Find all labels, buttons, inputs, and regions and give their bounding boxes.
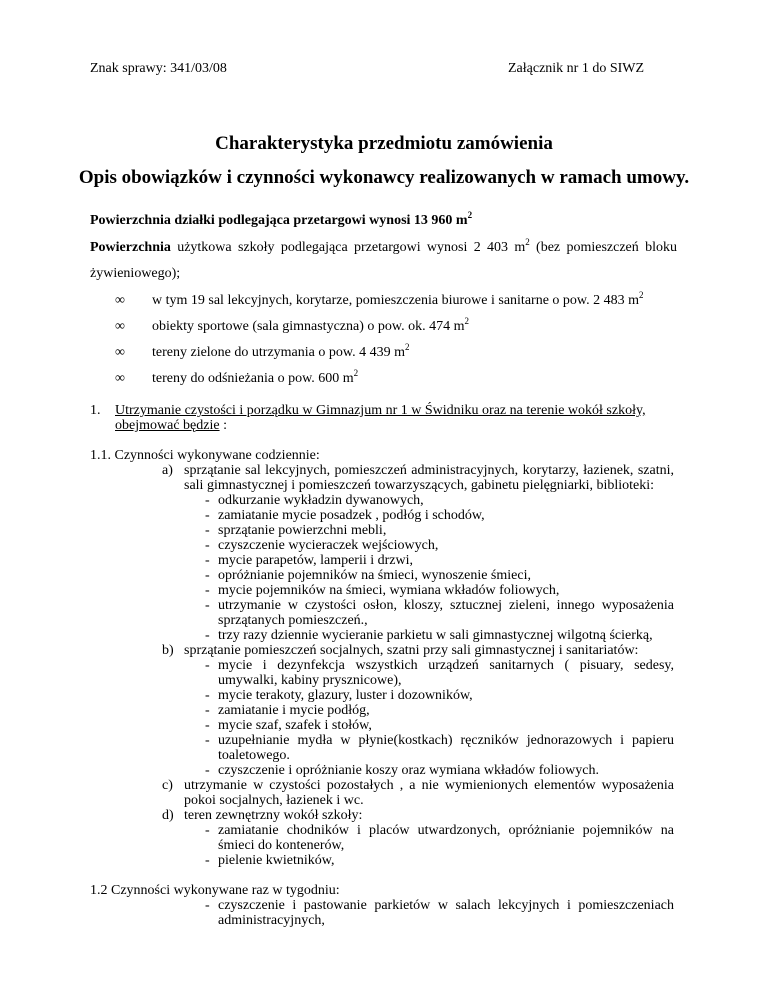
item-c-line2: pokoi socjalnych, łazienek i wc.: [184, 793, 364, 808]
section-number: 1.: [90, 403, 101, 418]
case-number: Znak sprawy: 341/03/08: [90, 61, 227, 76]
dash-marker: -: [205, 718, 210, 733]
infinity-bullet-icon: ∞: [115, 345, 125, 360]
bullet-item: tereny zielone do utrzymania o pow. 4 439 $m^2$: [152, 342, 410, 360]
usable-area-text-1: użytkowa szkoły podlegająca przetargowi wynosi 2 403 m: [170, 240, 526, 255]
dash-marker: -: [205, 688, 210, 703]
list-label-c: c): [162, 778, 173, 793]
list-item: czyszczenie i opróżnianie koszy oraz wymiana wkładów foliowych.: [218, 763, 599, 778]
usable-area-sup: 2: [525, 237, 530, 247]
section-heading-line2: obejmować będzie :: [115, 418, 227, 433]
list-item: zamiatanie i mycie podłóg,: [218, 703, 370, 718]
dash-marker: -: [205, 823, 210, 838]
plot-area-text: Powierzchnia działki podlegająca przetargowi wynosi 13 960 m: [90, 213, 468, 228]
dash-marker: -: [205, 508, 210, 523]
list-item: czyszczenie wycieraczek wejściowych,: [218, 538, 439, 553]
list-item: zamiatanie chodników i placów utwardzonych, opróżnianie pojemników na: [218, 823, 674, 838]
list-item: sprzątanie powierzchni mebli,: [218, 523, 387, 538]
bullet-item: obiekty sportowe (sala gimnastyczna) o pow. ok. 474 $m^2$: [152, 316, 469, 334]
list-item: czyszczenie i pastowanie parkietów w salach lekcyjnych i pomieszczeniach: [218, 898, 674, 913]
list-item: odkurzanie wykładzin dywanowych,: [218, 493, 424, 508]
list-item: mycie parapetów, lamperii i drzwi,: [218, 553, 414, 568]
subsection-heading-1-1: 1.1. Czynności wykonywane codziennie:: [90, 448, 320, 463]
usable-area-line2: żywieniowego);: [90, 266, 181, 281]
list-item-continued: administracyjnych,: [218, 913, 325, 928]
dash-marker: -: [205, 703, 210, 718]
list-item: mycie pojemników na śmieci, wymiana wkładów foliowych,: [218, 583, 560, 598]
page-subtitle: Opis obowiązków i czynności wykonawcy realizowanych w ramach umowy.: [78, 167, 690, 188]
item-d-line1: teren zewnętrzny wokół szkoły:: [184, 808, 363, 823]
list-item: pielenie kwietników,: [218, 853, 335, 868]
dash-marker: -: [205, 553, 210, 568]
page-title: Charakterystyka przedmiotu zamówienia: [215, 133, 553, 154]
dash-marker: -: [205, 598, 210, 613]
infinity-bullet-icon: ∞: [115, 293, 125, 308]
list-item: mycie i dezynfekcja wszystkich urządzeń sanitarnych ( pisuary, sedesy,: [218, 658, 674, 673]
list-item-continued: śmieci do kontenerów,: [218, 838, 345, 853]
item-a-line1: sprzątanie sal lekcyjnych, pomieszczeń administracyjnych, korytarzy, łazienek, szatni,: [184, 463, 674, 478]
list-item: opróżnianie pojemników na śmieci, wynoszenie śmieci,: [218, 568, 531, 583]
dash-marker: -: [205, 628, 210, 643]
list-item: mycie szaf, szafek i stołów,: [218, 718, 372, 733]
plot-area-sup: 2: [467, 210, 473, 220]
dash-marker: -: [205, 493, 210, 508]
list-label-a: a): [162, 463, 173, 478]
dash-marker: -: [205, 658, 210, 673]
dash-marker: -: [205, 538, 210, 553]
list-label-d: d): [162, 808, 174, 823]
dash-marker: -: [205, 853, 210, 868]
list-item-continued: sprzątanych pomieszczeń.,: [218, 613, 368, 628]
item-c-line1: utrzymanie w czystości pozostałych , a nie wymienionych elementów wyposażenia: [184, 778, 674, 793]
usable-area-bold: Powierzchnia: [90, 240, 171, 255]
list-item: utrzymanie w czystości osłon, kloszy, sztucznej zieleni, innego wyposażenia: [218, 598, 674, 613]
dash-marker: -: [205, 763, 210, 778]
list-label-b: b): [162, 643, 174, 658]
usable-area-text-2: (bez pomieszczeń bloku: [529, 240, 677, 255]
list-item: trzy razy dziennie wycieranie parkietu w sali gimnastycznej wilgotną ścierką,: [218, 628, 653, 643]
list-item: mycie terakoty, glazury, luster i dozowników,: [218, 688, 473, 703]
dash-marker: -: [205, 523, 210, 538]
item-b-line1: sprzątanie pomieszczeń socjalnych, szatni przy sali gimnastycznej i sanitariatów:: [184, 643, 639, 658]
item-a-line2: sali gimnastycznej i pomieszczeń towarzyszących, gabinetu pielęgniarki, biblioteki:: [184, 478, 655, 493]
infinity-bullet-icon: ∞: [115, 371, 125, 386]
dash-marker: -: [205, 583, 210, 598]
infinity-bullet-icon: ∞: [115, 319, 125, 334]
attachment-label: Załącznik nr 1 do SIWZ: [508, 61, 645, 76]
list-item-continued: umywalki, kabiny prysznicowe),: [218, 673, 402, 688]
list-item: uzupełnianie mydła w płynie(kostkach) ręczników jednorazowych i papieru: [218, 733, 674, 748]
section-heading-line1: Utrzymanie czystości i porządku w Gimnazjum nr 1 w Świdniku oraz na terenie wokół szkoły,: [115, 403, 646, 418]
list-item: zamiatanie mycie posadzek , podłóg i schodów,: [218, 508, 485, 523]
list-item-continued: toaletowego.: [218, 748, 290, 763]
dash-marker: -: [205, 898, 210, 913]
dash-marker: -: [205, 733, 210, 748]
bullet-item: tereny do odśnieżania o pow. 600 $m^2$: [152, 368, 359, 386]
bullet-item: w tym 19 sal lekcyjnych, korytarze, pomieszczenia biurowe i sanitarne o pow. 2 483 $m^2$: [152, 290, 644, 308]
subsection-heading-1-2: 1.2 Czynności wykonywane raz w tygodniu:: [90, 883, 340, 898]
usable-area-line: [90, 239, 677, 257]
dash-marker: -: [205, 568, 210, 583]
plot-area-line: [90, 212, 472, 230]
